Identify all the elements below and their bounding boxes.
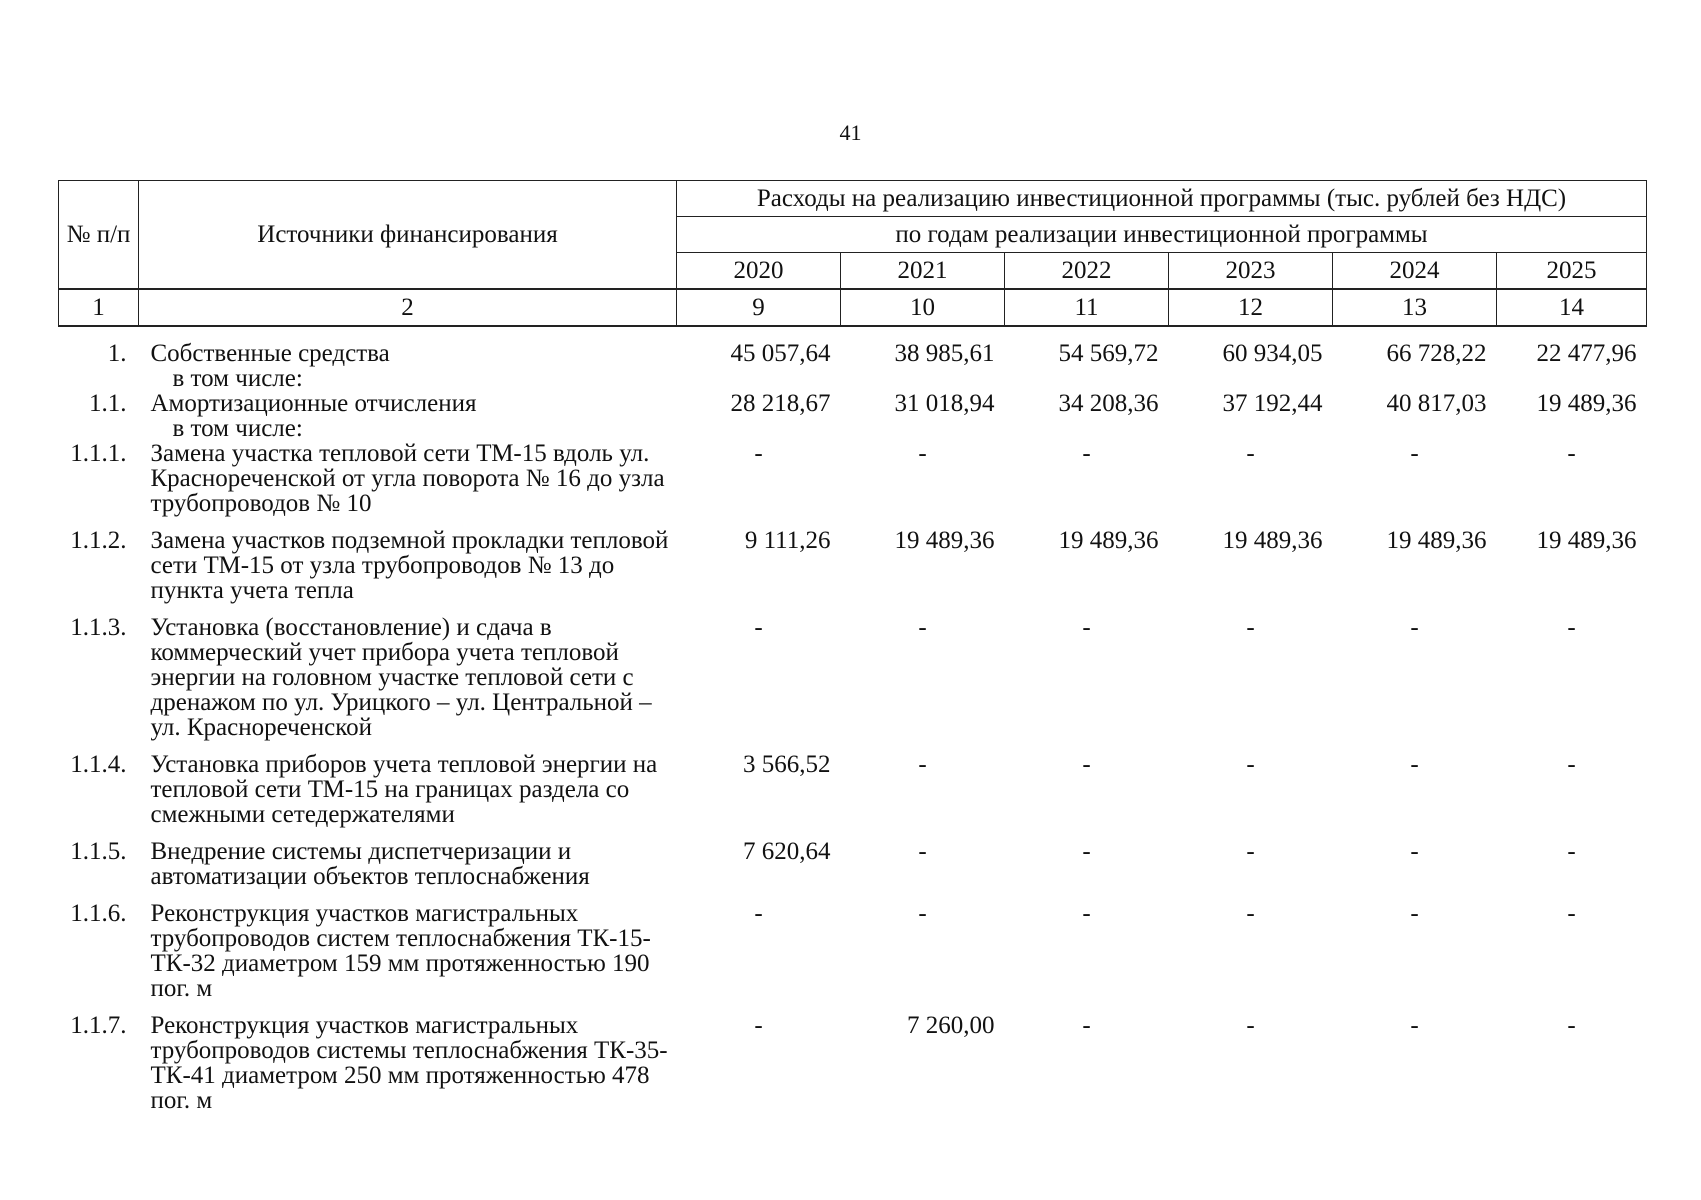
- year-value-cell: -: [1082, 440, 1091, 467]
- year-value-cell: -: [1567, 440, 1576, 467]
- col-source-header: Источники финансирования: [139, 181, 677, 290]
- column-number: 2: [139, 289, 677, 326]
- year-value-cell: -: [1567, 900, 1576, 927]
- year-value-cell: -: [918, 614, 927, 641]
- column-number: 11: [1005, 289, 1169, 326]
- year-value-cell: -: [1246, 900, 1255, 927]
- year-value-cell: -: [754, 1012, 763, 1039]
- row-number: 1.1.3.: [70, 614, 127, 641]
- table-row: [59, 1013, 1647, 1125]
- table-header: [59, 181, 1647, 327]
- year-value-cell: [1497, 416, 1647, 441]
- table-row: [59, 839, 1647, 901]
- year-value-cell: [1169, 366, 1333, 391]
- year-value-cell: 19 489,36: [894, 527, 995, 554]
- table-row: [59, 528, 1647, 615]
- year-value-cell: -: [1410, 614, 1419, 641]
- year-value-cell: -: [918, 838, 927, 865]
- year-value-cell: -: [1082, 614, 1091, 641]
- year-value-cell: [1005, 366, 1169, 391]
- table-row: [59, 441, 1647, 528]
- row-number: 1.1.: [89, 390, 127, 417]
- year-value-cell: 34 208,36: [1058, 390, 1159, 417]
- year-value-cell: -: [1246, 614, 1255, 641]
- year-value-cell: -: [1246, 838, 1255, 865]
- year-value-cell: 60 934,05: [1222, 340, 1323, 367]
- row-source-name: Замена участков подземной прокладки тепловой сети ТМ-15 от узла трубопроводов № 13 до пункта учета тепла: [150, 527, 669, 604]
- row-source-name: Внедрение системы диспетчеризации и автоматизации объектов теплоснабжения: [150, 838, 590, 890]
- year-value-cell: 19 489,36: [1536, 390, 1637, 417]
- year-value-cell: -: [1082, 751, 1091, 778]
- table-body: [59, 326, 1647, 1125]
- year-value-cell: -: [1246, 1012, 1255, 1039]
- column-number: 12: [1169, 289, 1333, 326]
- year-value-cell: -: [1082, 900, 1091, 927]
- row-source-name: в том числе:: [172, 415, 303, 442]
- row-number: 1.1.2.: [70, 527, 127, 554]
- year-value-cell: 7 620,64: [743, 838, 831, 865]
- row-source-name: Установка (восстановление) и сдача в коммерческий учет прибора учета тепловой энергии на головном участке тепловой сети с дренажом по ул. Урицкого – ул. Центральной – ул. Краснореченской: [150, 614, 652, 741]
- row-number: 1.1.5.: [70, 838, 127, 865]
- year-header: 2024: [1333, 253, 1497, 290]
- table-row: [59, 326, 1647, 366]
- year-value-cell: -: [918, 900, 927, 927]
- year-value-cell: [1005, 416, 1169, 441]
- row-source-name: Собственные средства: [150, 340, 390, 367]
- year-value-cell: [1497, 366, 1647, 391]
- table-row: [59, 752, 1647, 839]
- year-value-cell: -: [918, 751, 927, 778]
- row-number: 1.1.1.: [70, 440, 127, 467]
- year-value-cell: 31 018,94: [894, 390, 995, 417]
- row-source-name: Замена участка тепловой сети ТМ-15 вдоль ул. Краснореченской от угла поворота № 16 до узла трубопроводов № 10: [150, 440, 665, 517]
- year-value-cell: -: [1246, 440, 1255, 467]
- year-value-cell: -: [1567, 1012, 1576, 1039]
- year-value-cell: -: [1410, 751, 1419, 778]
- year-value-cell: -: [1410, 440, 1419, 467]
- year-header: 2020: [677, 253, 841, 290]
- year-value-cell: 19 489,36: [1386, 527, 1487, 554]
- year-header: 2022: [1005, 253, 1169, 290]
- row-number: [59, 366, 139, 391]
- year-value-cell: 9 111,26: [744, 527, 831, 554]
- row-number: 1.1.6.: [70, 900, 127, 927]
- year-value-cell: 28 218,67: [730, 390, 831, 417]
- year-value-cell: 45 057,64: [730, 340, 831, 367]
- row-source-name: в том числе:: [172, 365, 303, 392]
- year-value-cell: 19 489,36: [1058, 527, 1159, 554]
- year-value-cell: 22 477,96: [1536, 340, 1637, 367]
- year-header: 2021: [841, 253, 1005, 290]
- year-value-cell: 40 817,03: [1386, 390, 1487, 417]
- table-row: [59, 901, 1647, 1013]
- table-row: [59, 391, 1647, 416]
- year-value-cell: -: [1410, 1012, 1419, 1039]
- by-years-header: по годам реализации инвестиционной программы: [677, 217, 1647, 253]
- expenses-title-header: Расходы на реализацию инвестиционной программы (тыс. рублей без НДС): [677, 181, 1647, 217]
- year-value-cell: -: [1082, 1012, 1091, 1039]
- year-value-cell: -: [1246, 751, 1255, 778]
- year-value-cell: -: [1567, 838, 1576, 865]
- year-value-cell: -: [1410, 838, 1419, 865]
- year-value-cell: -: [754, 900, 763, 927]
- year-value-cell: [1333, 366, 1497, 391]
- year-value-cell: -: [754, 614, 763, 641]
- column-number: 10: [841, 289, 1005, 326]
- col-num-header: № п/п: [59, 181, 139, 290]
- year-value-cell: [841, 416, 1005, 441]
- financing-table: [58, 180, 1647, 1125]
- row-number: 1.1.4.: [70, 751, 127, 778]
- year-value-cell: -: [918, 440, 927, 467]
- year-value-cell: 66 728,22: [1386, 340, 1487, 367]
- year-value-cell: -: [754, 440, 763, 467]
- table-row: [59, 615, 1647, 752]
- year-value-cell: -: [1567, 614, 1576, 641]
- year-value-cell: -: [1082, 838, 1091, 865]
- row-source-name: Амортизационные отчисления: [150, 390, 477, 417]
- page-number: 41: [839, 120, 862, 145]
- row-number: 1.: [107, 340, 127, 367]
- year-value-cell: 37 192,44: [1222, 390, 1323, 417]
- year-value-cell: [677, 416, 841, 441]
- year-value-cell: 38 985,61: [894, 340, 995, 367]
- year-value-cell: [677, 366, 841, 391]
- row-source-name: Реконструкция участков магистральных трубопроводов системы теплоснабжения ТК-35-ТК-41 диаметром 250 мм протяженностью 478 пог. м: [150, 1012, 668, 1114]
- year-value-cell: -: [1410, 900, 1419, 927]
- year-value-cell: 19 489,36: [1222, 527, 1323, 554]
- year-value-cell: 19 489,36: [1536, 527, 1637, 554]
- row-number: 1.1.7.: [70, 1012, 127, 1039]
- year-header: 2023: [1169, 253, 1333, 290]
- year-value-cell: [1333, 416, 1497, 441]
- year-value-cell: [1169, 416, 1333, 441]
- column-number: 1: [59, 289, 139, 326]
- row-source-name: Установка приборов учета тепловой энергии на тепловой сети ТМ-15 на границах раздела со смежными сетедержателями: [150, 751, 658, 828]
- year-value-cell: [841, 366, 1005, 391]
- year-value-cell: 7 260,00: [907, 1012, 995, 1039]
- table-row: [59, 416, 1647, 441]
- column-number: 14: [1497, 289, 1647, 326]
- column-number: 13: [1333, 289, 1497, 326]
- column-number: 9: [677, 289, 841, 326]
- row-number: [59, 416, 139, 441]
- row-source-name: Реконструкция участков магистральных трубопроводов систем теплоснабжения ТК-15-ТК-32 диаметром 159 мм протяженностью 190 пог. м: [150, 900, 651, 1002]
- year-value-cell: -: [1567, 751, 1576, 778]
- year-value-cell: 54 569,72: [1058, 340, 1159, 367]
- year-header: 2025: [1497, 253, 1647, 290]
- table-row: [59, 366, 1647, 391]
- year-value-cell: 3 566,52: [743, 751, 831, 778]
